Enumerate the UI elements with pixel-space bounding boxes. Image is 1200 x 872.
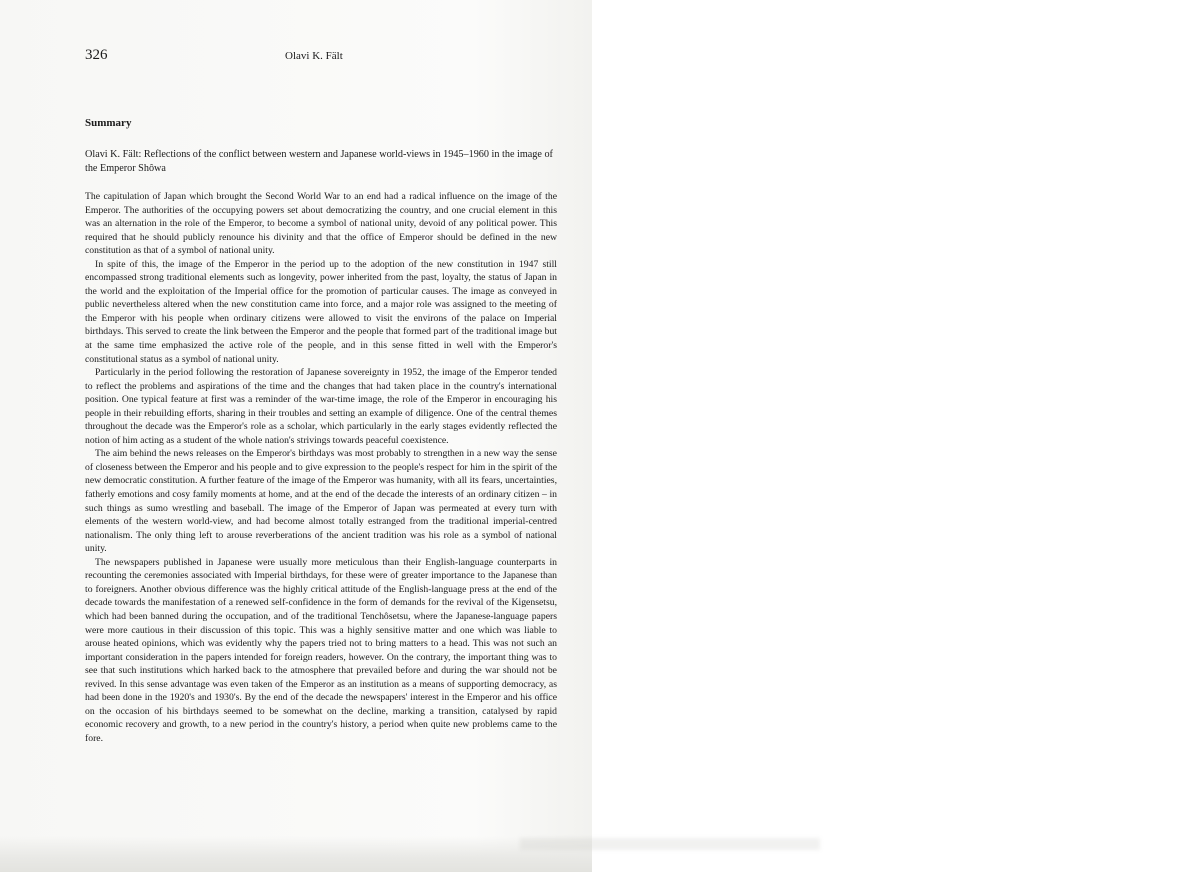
summary-body <box>85 190 557 745</box>
article-title: Olavi K. Fält: Reflections of the conflict between western and Japanese world-views in 1945–1960 in the image of the Emperor Shôwa <box>85 149 553 174</box>
scan-bleed-through <box>520 838 820 850</box>
paragraph-3: Particularly in the period following the restoration of Japanese sovereignty in 1952, the image of the Emperor tended to reflect the problems and aspirations of the time and the changes that had taken place in the country's international position. One typical feature at first was a reminder of the war-time image, the role of the Emperor in encouraging his people in their rebuilding efforts, sharing in their troubles and setting an example of diligence. One of the central themes throughout the decade was the Emperor's role as a scholar, which particularly in the early stages evidently reflected the notion of him acting as a student of the whole nation's strivings towards peaceful coexistence. <box>85 367 557 446</box>
paragraph-4: The aim behind the news releases on the Emperor's birthdays was most probably to strengthen in a new way the sense of closeness between the Emperor and his people and to give expression to the people's respect for him in the spirit of the new democratic constitution. A further feature of the image of the Emperor was humanity, with all its fears, uncertainties, fatherly emotions and cosy family moments at home, and at the end of the decade the interests of an ordinary citizen – in such things as sumo wrestling and baseball. The image of the Emperor of Japan was permeated at every turn with elements of the western world-view, and had become almost totally estranged from the traditional imperial-centred nationalism. The only thing left to arouse reverberations of the ancient tradition was his role as a symbol of national unity. <box>85 448 557 555</box>
paragraph-5: The newspapers published in Japanese were usually more meticulous than their English-language counterparts in recounting the ceremonies associated with Imperial birthdays, for these were of greater importance to the Japanese than to foreigners. Another obvious difference was the highly critical attitude of the English-language press at the end of the decade towards the manifestation of a renewed self-confidence in the form of demands for the revival of the Kigensetsu, which had been banned during the occupation, and of the traditional Tenchôsetsu, where the Japanese-language papers were more cautious in their discussion of this topic. This was a highly sensitive matter and one which was liable to arouse heated opinions, which was evidently why the papers tried not to bring matters to a head. This was not such an important consideration in the papers intended for foreign readers, however. On the contrary, the important thing was to see that such institutions which harked back to the atmosphere that prevailed before and during the war should not be revived. In this sense advantage was even taken of the Emperor as an institution as a means of supporting democracy, as had been done in the 1920's and 1930's. By the end of the decade the newspapers' interest in the Emperor and his office on the occasion of his birthdays seemed to be somewhat on the decline, marking a transition, catalysed by rapid economic recovery and growth, to a new period in the country's history, a period when quite new problems came to the fore. <box>85 556 557 744</box>
page-number: 326 <box>85 47 108 63</box>
paragraph-1: The capitulation of Japan which brought the Second World War to an end had a radical influence on the image of the Emperor. The authorities of the occupying powers set about democratizing the country, and one crucial element in this was an alternation in the role of the Emperor, to become a symbol of national unity, devoid of any political power. This required that he should publicly renounce his divinity and that the office of Emperor should be defined in the new constitution as that of a symbol of national unity. <box>85 191 557 257</box>
paragraph-2: In spite of this, the image of the Emperor in the period up to the adoption of the new constitution in 1947 still encompassed strong traditional elements such as longevity, power inherited from the past, loyalty, the status of Japan in the world and the exploitation of the Imperial office for the promotion of particular causes. The image as conveyed in public nevertheless altered when the new constitution came into force, and a major role was assigned to the meeting of the Emperor with his people when ordinary citizens were allowed to visit the environs of the palace on Imperial birthdays. This served to create the link between the Emperor and the people that formed part of the traditional image but at the same time emphasized the active role of the people, and in this sense fitted in well with the Emperor's constitutional status as a symbol of national unity. <box>85 258 557 365</box>
running-head-author: Olavi K. Fält <box>285 50 343 62</box>
scan-shadow <box>0 836 592 872</box>
section-heading-summary: Summary <box>85 117 132 129</box>
scanned-page <box>0 0 592 872</box>
